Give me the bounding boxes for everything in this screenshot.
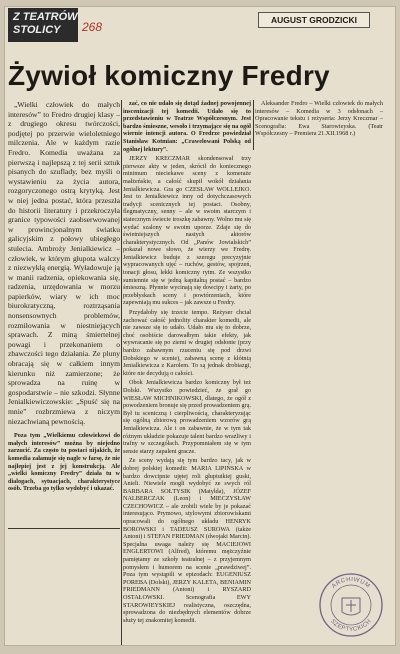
section-badge-line1: Z TEATRÓW <box>13 11 78 23</box>
column-divider <box>121 100 122 645</box>
production-credits <box>255 100 383 148</box>
section-badge <box>8 8 78 42</box>
author-byline: AUGUST GRODZICKI <box>258 12 370 28</box>
article-column-2 <box>123 100 251 645</box>
credits-paragraph: Aleksander Fredro – Wielki człowiek do małych interesów – Komedia w 3 odsłonach – Opracowanie tekstu i reżyseria: Jerzy Kreczmar – Scenografia: Ewa Starowieyska. (Teatr Współczesny – Premiera 21.XII.1968 r.) <box>255 100 383 138</box>
svg-text:ARCHIWUM: ARCHIWUM <box>331 576 371 590</box>
body-paragraph: Ze sceny wydają się tym bardzo tacy, jak w dobrej polskiej komedii: MARIA LIPIŃSKA w bardzo dowcipnie ujętej roli głupiutkiej guski, Anieli. Niewiele mogli wydobyć ze swych ról BARBARA SOŁTYSIK (Matylda), JÓZEF NALBERCZAK (Leon) i MIECZYSŁAW CZECHOWICZ – ale zrobili wiele by je pokazać interesująco. Prymowo, stylowymi zbiorowiskami opracowali do ogólnego układu HENRYK BOROWSKI i TADEUSZ SUROWA (także Antoni) i STEFAN FRIEDMAN (dwojaki Marcin). Specjalna uwaga należy się MACIEJOWI ENGLERTOWI (Alfred), któremu mężczyźnie pamiętamy ze szkoły teatralnej – z przyjemnym pomysłem i humorem na scenie „prawdziwej”. Poza tym wystąpili w epizodach: EUGENIUSZ POREBA (Dolski), JERZY KALETA, BENIAMIN FRIEDMANN (Antoni) i RYSZARD OSTAŁOWSKI. Scenografia EWY STAROWIEYSKIEJ realistyczna, oszczędna, sprowadzona do niezbędnych elementów dobrze służy tej znakomitej komedii. <box>123 457 251 624</box>
closing-paragraph: Poza tym „Wielkiemu człowiekowi do małych interesów” można by niejedno zarzucić. Za często tu postaci nijakich, że komedia załamuje się nagle w farsę, że nie najlepiej jest z jej konstrukcją. Ale „wielki komiczny Fredry” działa tu w dialogach, sytuacjach, charakterystyce osób. Trzeba go tylko wydobyć i ukazać. <box>8 432 120 493</box>
archive-number: 268 <box>82 20 103 34</box>
body-paragraph: Przydałoby się trzecie tempo. Reżyser chciał zachować całość jednolity charakter komedii, ale nie zawsze się to udało. Udało mu się to dobrze, choć osobiście darowałbym takie efekty, jak wywracanie się po ziemi w drugiej odsłonie (przy bardzo zabawnym rzuceniu się pod drzwi Dobskiego w scenie), zabawną scenę z kłótnią Jenialkiewicza z Karolem. To są jednak drobiazgi, które nie decydują o całości. <box>123 309 251 377</box>
article-headline: Żywioł komiczny Fredry <box>8 60 330 91</box>
column-divider <box>253 100 254 150</box>
archive-stamp <box>318 572 384 638</box>
body-paragraph: zać, co nie udało się dotąd żadnej powojennej inscenizacji tej komedii. Udało się to przedstawieniu w Teatrze Współczesnym. Jest bardzo śmieszne, wesoło i trzymające się na ogół wiernie intencji autora. O Fredrze powiedział Stanisław Kotmian: „Crawelowani Polską od ogólnej lektury”. <box>123 100 251 153</box>
body-paragraph: JERZY KRECZMAR skondensował trzy pierwsze akty w jeden, skrócił do koniecznego minimum nieciekawe sceny z komeraże małżeńskie, a całość skupił wokół działania Jenialkiewicza. Gra go CZESŁAW WOLLEJKO. Jest to Jenialkiewicz inny od dotychczasowych tradycji scenicznych tej postaci. Osobny, flegmatyczny, senny – ale w swoim starczym i statecznym świecie troszkę zabawny. Wolno mu się wydać szalony w swoim uporze. Zdaje się do świetniejszych nastych aktorów charakterystycznych. Od „Panów Jowialskich” pokazał nowe słowo, że wierzy we Fredrę. Jenialkiewicz buduje z szeregu precyzyjnie wypracowanych ujęć – ruchów, gestów, spojrzeń, tonacji głosu, lekki komiczny rytm. Ze wszystko sumiennie się w jedną kapitalną postać – bardzo śmieszną. Płynnie wycinają się dowcipy i żarty, po przebłyskach sceny i powtórzeniach, które zapewniają mu sukces – jak zawsze u Fredry. <box>123 155 251 307</box>
archive-stamp-seal <box>318 572 384 638</box>
section-badge-line2: STOLICY <box>13 24 61 36</box>
svg-text:SZEPTYCKICH: SZEPTYCKICH <box>329 618 373 634</box>
body-paragraph: Obok Jenialkiewicza bardzo komiczny był też Dolski. Wszystko powiedzieć, że grał go WIESŁAW MICHNIKOWSKI, dlatego, że ogół z powodzeniem bronuje się przed prowadzeniem grą. Był tu sceniczną i cierpliwością, charakteryzując się ogólną zbiorową prowadzeniem wzorów grą Jenialkiewicza. Ale i on zabawnie, że w tym tak różnym układzie pokazuje talent bardzo wrażliwy i trafny w szczegółach. Przypomniałem się w tym sensie starzy zapaleni gracze. <box>123 379 251 455</box>
article-column-1 <box>8 100 120 530</box>
lead-paragraph: „Wielki człowiek do małych interesów” to Fredro drugiej klasy – z drugiego okresu twórczości, podjętej po przerwie wieloletniego milczenia. Ale w każdym razie Fredro. Komedia uważana za pierwszą i najlepszą z tej serii sztuk pisanych do szuflady, bez myśli o wystawieniu za życia autora, rozgoryczonego ostrą krytyką. Jest w niej jedna postać, która przeszła do historii literatury i przekroczyła granice typowości zaobserwowanej w prowincjonalnym światku galicyjskim z połowy ubiegłego stulecia. Ambroży Jenialkiewicz – człowiek, w którym głupota walczy z niezwykłą energią. Wyładowuje ją w manii radzenia, opiekowania się, radzenia, urzędowania w morzu papierków, wiary w ich moc biurokratyczną, roztrząsania nonsensownych problemów, rozmiłowania w niestniejących sprawach. Z miną śmiertelnej powagi i przekonaniem o zbawczości tego działania. Ze pluny obracają się w całkiem innym kierunku niż zamierzone; że sprowadza na ruinę w gospodarstwie – nie szkodzi. Słynne Jenialkiewiczowskie: „Spuść się na mnie” rozbrzmiewa z niczym niezachwianą pewnością. <box>8 100 120 426</box>
